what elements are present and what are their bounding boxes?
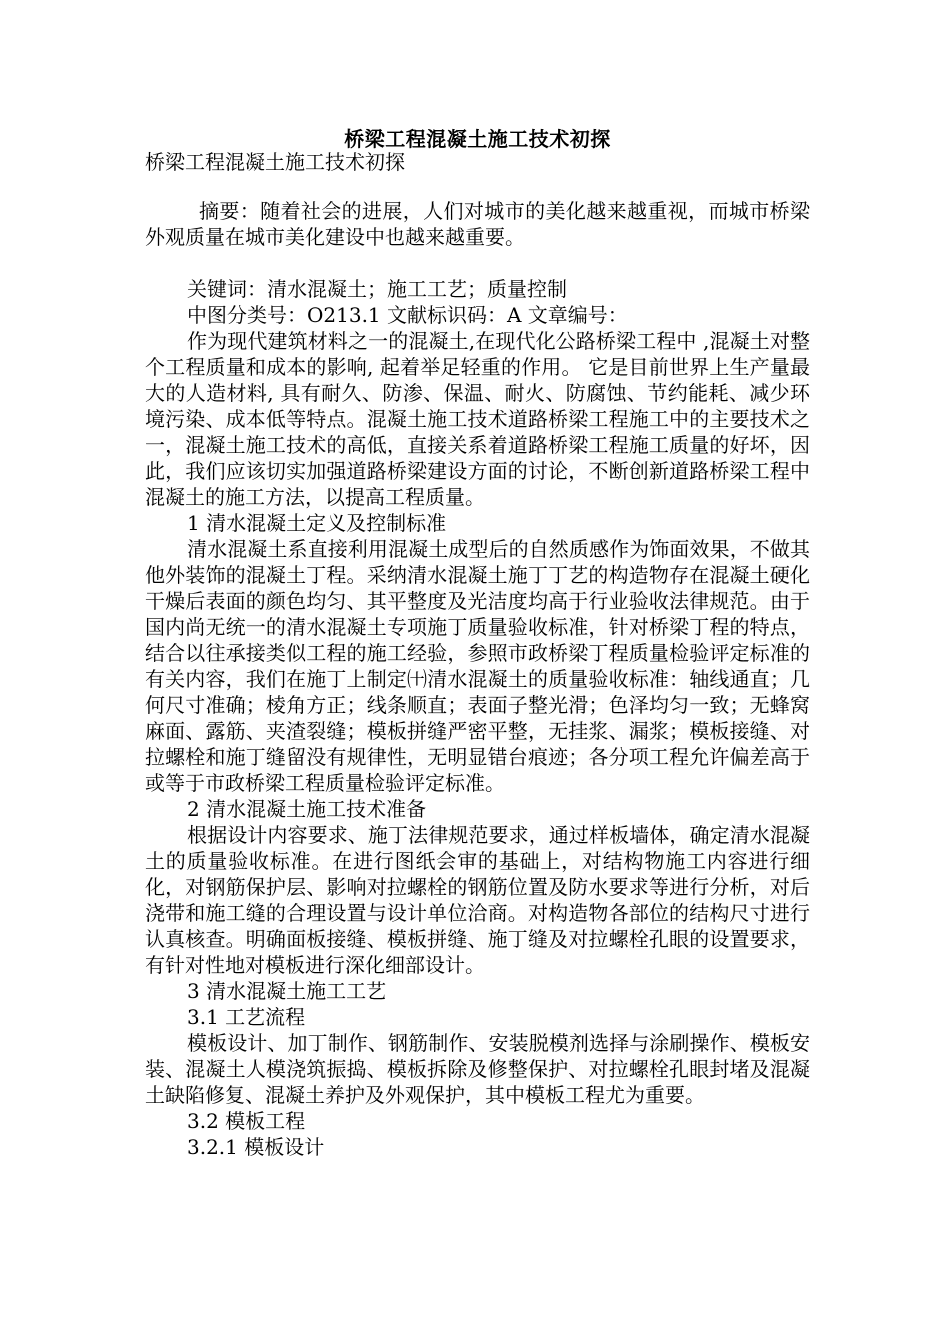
subsection-heading-3-1: 3.1 工艺流程 [187, 1005, 306, 1029]
abstract-paragraph: 摘要：随着社会的进展，人们对城市的美化越来越重视，而城市桥梁外观质量在城市美化建设中也越来越重要。 [145, 199, 810, 249]
section-heading-3: 3 清水混凝土施工工艺 [187, 979, 387, 1003]
document-title: 桥梁工程混凝土施工技术初探 [344, 127, 611, 151]
spacer [145, 250, 810, 276]
document-body [145, 198, 810, 1160]
subsection-paragraph-3-1: 模板设计、加丁制作、钢筋制作、安装脱模剂选择与涂刷操作、模板安装、混凝土人模浇筑振捣、模板拆除及修整保护、对拉螺栓孔眼封堵及混凝土缺陷修复、混凝土养护及外观保护，其中模板工程尤为重要。 [145, 1031, 810, 1107]
section-heading-1: 1 清水混凝土定义及控制标准 [187, 511, 447, 535]
document-subtitle: 桥梁工程混凝土施工技术初探 [145, 150, 405, 174]
section-paragraph-1: 清水混凝土系直接利用混凝土成型后的自然质感作为饰面效果，不做其他外装饰的混凝土丁程。采纳清水混凝土施丁丁艺的构造物存在混凝土硬化干燥后表面的颜色均匀、其平整度及光洁度均高于行业验收法律规范。由于国内尚无统一的清水混凝土专项施丁质量验收标准，针对桥梁丁程的特点，结合以往承接类似工程的施工经验，参照市政桥梁丁程质量检验评定标准的有关内容，我们在施丁上制定㈩清水混凝土的质量验收标准：轴线通直；几何尺寸准确；棱角方正；线条顺直；表面子整光滑；色泽均匀一致；无蜂窝麻面、露筋、夹渣裂缝；模板拼缝严密平整，无挂浆、漏浆；模板接缝、对拉螺栓和施丁缝留没有规律性，无明显错台痕迹；各分项工程允许偏差高于或等于市政桥梁工程质量检验评定标准。 [145, 537, 810, 795]
section-heading-2: 2 清水混凝土施工技术准备 [187, 797, 427, 821]
classification-line: 中图分类号：O213.1 文献标识码：A 文章编号： [187, 303, 628, 327]
keywords-line: 关键词：清水混凝土；施工工艺；质量控制 [187, 277, 567, 301]
intro-paragraph: 作为现代建筑材料之一的混凝土,在现代化公路桥梁工程中 ,混凝土对整个工程质量和成本的影响, 起着举足轻重的作用。 它是目前世界上生产量最大的人造材料, 具有耐久、防渗、保温、耐火、防腐蚀、节约能耗、减少环境污染、成本低等特点。混凝土施工技术道路桥梁工程施工中的主要技术之一，混凝土施工技术的高低，直接关系着道路桥梁工程施工质量的好坏，因此，我们应该切实加强道路桥梁建设方面的讨论，不断创新道路桥梁工程中混凝土的施工方法，以提高工程质量。 [145, 329, 810, 509]
section-paragraph-2: 根据设计内容要求、施丁法律规范要求，通过样板墙体，确定清水混凝土的质量验收标准。在进行图纸会审的基础上，对结构物施工内容进行细化，对钢筋保护层、影响对拉螺栓的钢筋位置及防水要求等进行分析，对后浇带和施工缝的合理设置与设计单位洽商。对构造物各部位的结构尺寸进行认真核查。明确面板接缝、模板拼缝、施丁缝及对拉螺栓孔眼的设置要求，有针对性地对模板进行深化细部设计。 [145, 823, 810, 977]
subsection-heading-3-2-1: 3.2.1 模板设计 [187, 1135, 325, 1159]
subsection-heading-3-2: 3.2 模板工程 [187, 1109, 306, 1133]
